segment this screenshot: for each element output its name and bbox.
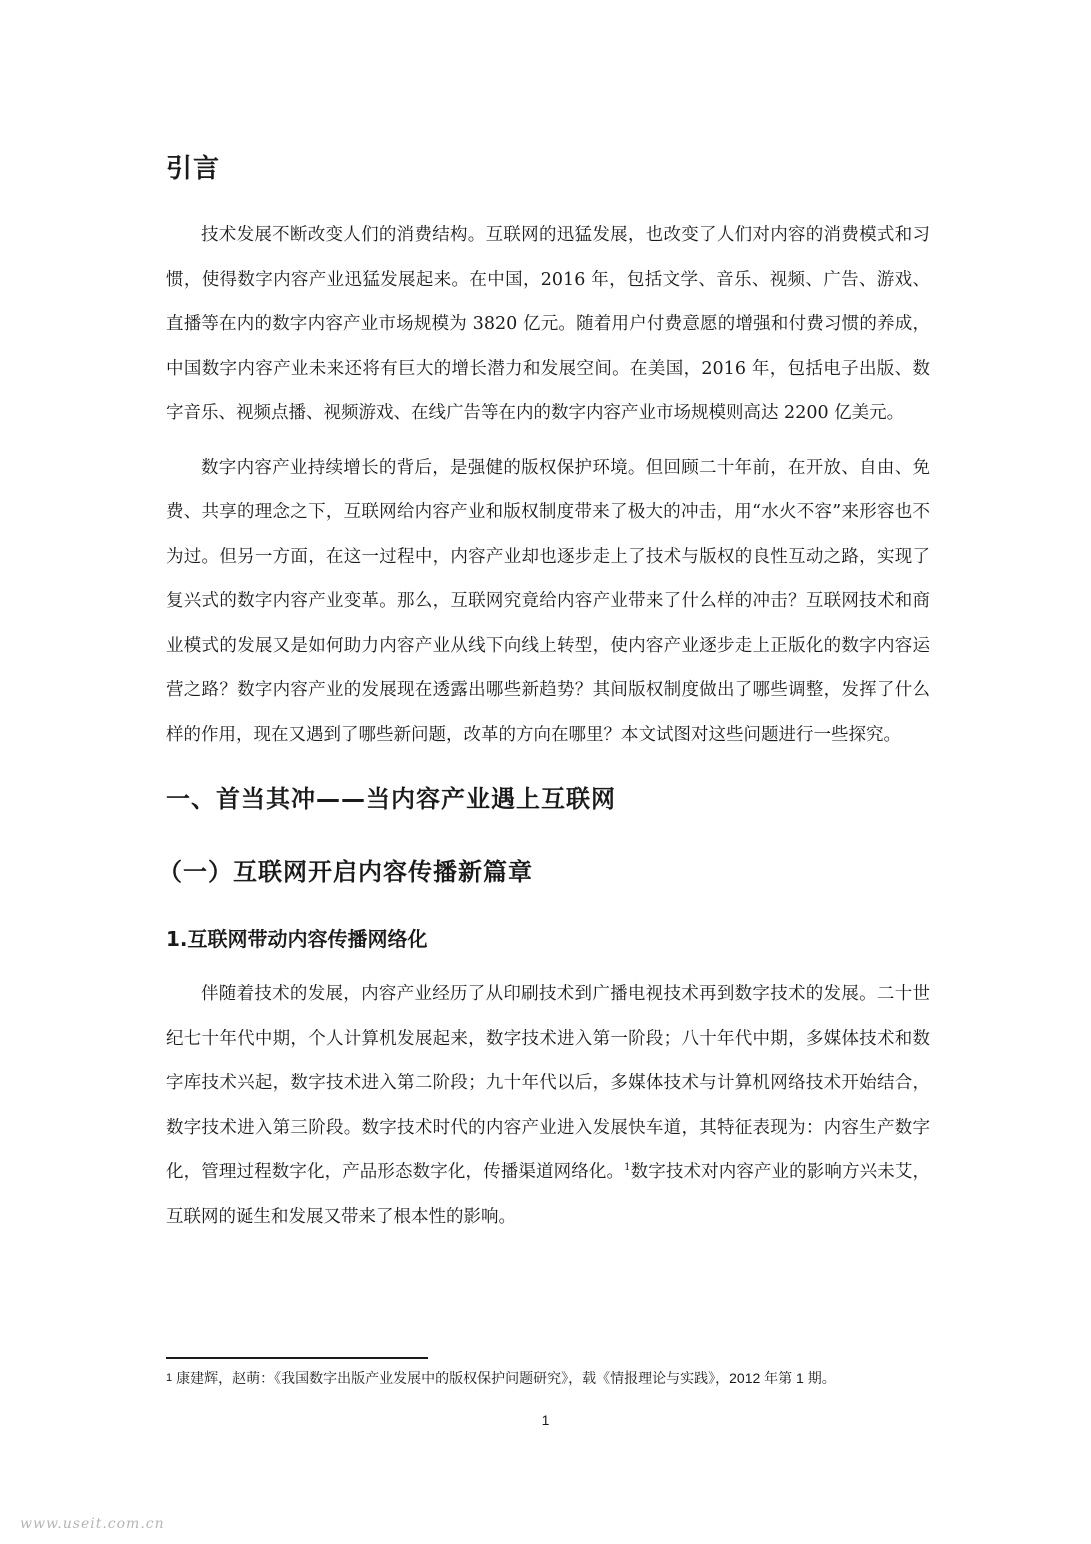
section-1-heading: 一、首当其冲——当内容产业遇上互联网 <box>166 785 616 813</box>
paragraph-text-before-ref: 伴随着技术的发展，内容产业经历了从印刷技术到广播电视技术再到数字技术的发展。二十世纪七十年代中期，个人计算机发展起来，数字技术进入第一阶段；八十年代中期，多媒体技术和数字库技术兴起，数字技术进入第二阶段；九十年代以后，多媒体技术与计算机网络技术开始结合，数字技术进入第三阶段。数字技术时代的内容产业进入发展快车道，其特征表现为：内容生产数字化，管理过程数字化，产品形态数字化，传播渠道网络化。 <box>166 984 930 1182</box>
intro-paragraph-2: 数字内容产业持续增长的背后，是强健的版权保护环境。但回顾二十年前，在开放、自由、免费、共享的理念之下，互联网给内容产业和版权制度带来了极大的冲击，用“水火不容”来形容也不为过。但另一方面，在这一过程中，内容产业却也逐步走上了技术与版权的良性互动之路，实现了复兴式的数字内容产业变革。那么，互联网究竟给内容产业带来了什么样的冲击？互联网技术和商业模式的发展又是如何助力内容产业从线下向线上转型，使内容产业逐步走上正版化的数字内容运营之路？数字内容产业的发展现在透露出哪些新趋势？其间版权制度做出了哪些调整，发挥了什么样的作用，现在又遇到了哪些新问题，改革的方向在哪里？本文试图对这些问题进行一些探究。 <box>166 457 930 745</box>
footnote-divider <box>166 1357 428 1359</box>
footnote <box>166 1368 930 1389</box>
section-1-paragraph <box>166 972 930 1239</box>
page-number: 1 <box>541 1412 550 1428</box>
subsubsection-1-heading: 1.互联网带动内容传播网络化 <box>166 927 428 951</box>
subsection-1-heading: （一）互联网开启内容传播新篇章 <box>158 858 533 886</box>
footnote-reference[interactable]: 1 <box>624 1162 631 1173</box>
footnote-text: 康建辉，赵萌：《我国数字出版产业发展中的版权保护问题研究》，载《情报理论与实践》，2012 年第 1 期。 <box>176 1370 836 1386</box>
intro-heading: 引言 <box>166 154 221 184</box>
paragraph-text-after-ref: 数字技术对内容产业的影响方兴未艾，互联网的诞生和发展又带来了根本性的影响。 <box>166 1162 931 1227</box>
page-content <box>158 148 931 1249</box>
footnote-number: 1 <box>166 1372 173 1384</box>
watermark: www.useit.com.cn <box>20 1516 165 1532</box>
intro-paragraph-1: 技术发展不断改变人们的消费结构。互联网的迅猛发展，也改变了人们对内容的消费模式和习惯，使得数字内容产业迅猛发展起来。在中国，2016 年，包括文学、音乐、视频、广告、游戏、直播等在内的数字内容产业市场规模为 3820 亿元。随着用户付费意愿的增强和付费习惯的养成，中国数字内容产业未来还将有巨大的增长潜力和发展空间。在美国，2016 年，包括电子出版、数字音乐、视频点播、视频游戏、在线广告等在内的数字内容产业市场规模则高达 2200 亿美元。 <box>166 225 930 423</box>
